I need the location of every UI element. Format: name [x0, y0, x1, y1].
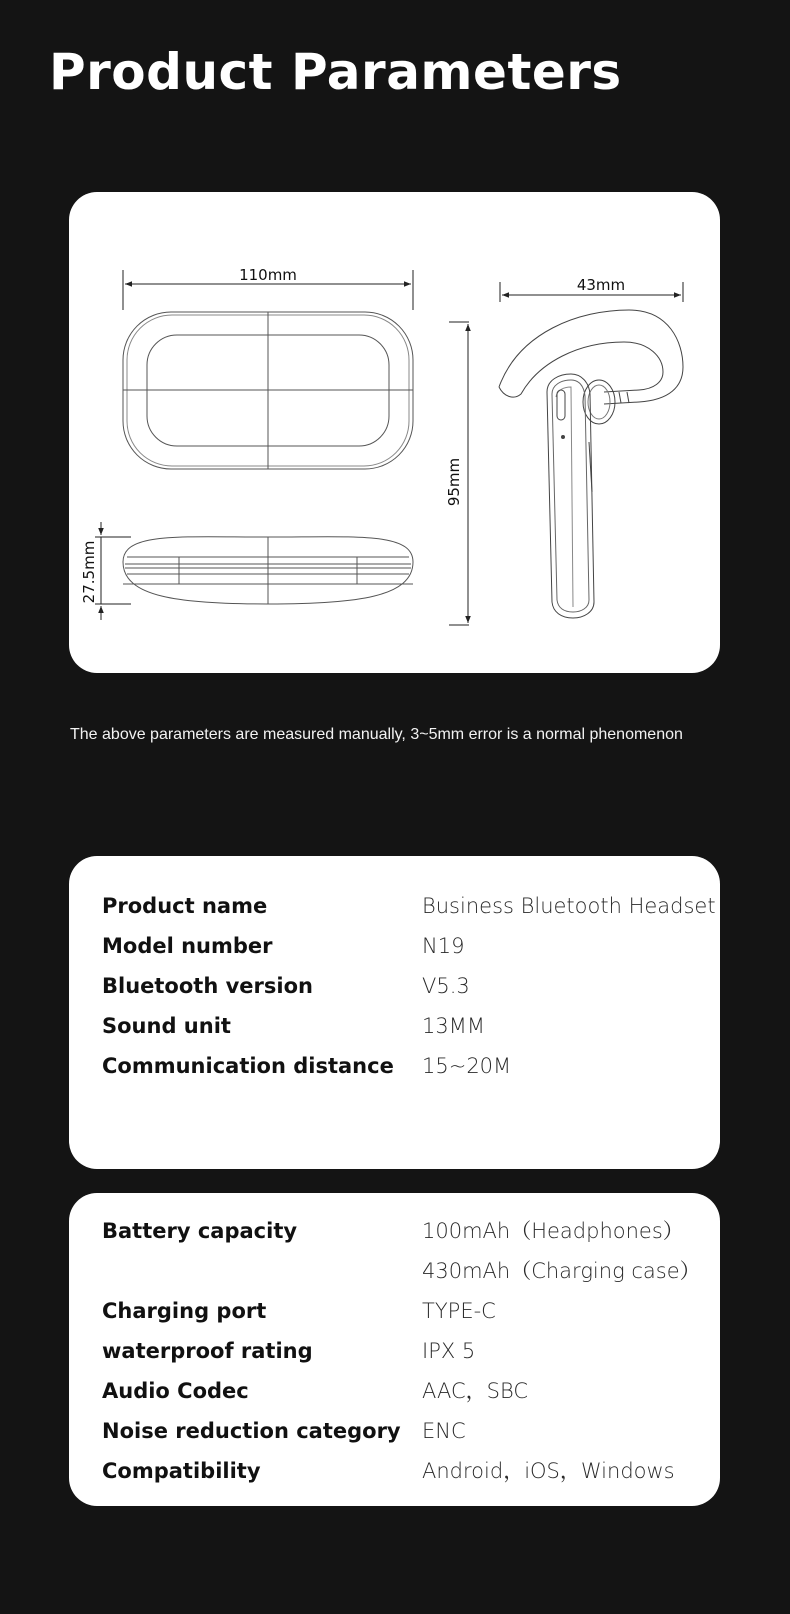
spec-row: [69, 1411, 720, 1451]
spec-label: Noise reduction category: [102, 1419, 401, 1443]
dimensions-card: [69, 192, 720, 673]
spec-value: TYPE-C: [422, 1299, 496, 1323]
spec-row: [69, 1046, 720, 1086]
spec-label: Product name: [102, 894, 268, 918]
spec-value: ENC: [422, 1419, 466, 1443]
spec-label: Audio Codec: [102, 1379, 249, 1403]
spec-value: 15~20M: [422, 1054, 512, 1078]
spec-value: IPX 5: [422, 1339, 476, 1363]
spec-row: [69, 1251, 720, 1291]
spec-label: Charging port: [102, 1299, 267, 1323]
headset-height-label: 95mm: [445, 457, 463, 507]
spec-value: 13MM: [422, 1014, 485, 1038]
spec-value: 100mAh（Headphones）: [422, 1219, 684, 1243]
case-height-label: 27.5mm: [80, 540, 98, 604]
spec-row: [69, 926, 720, 966]
spec-value: 430mAh（Charging case）: [422, 1259, 701, 1283]
spec-label: Bluetooth version: [102, 974, 313, 998]
charging-case-top-view: [123, 312, 413, 469]
spec-label: Battery capacity: [102, 1219, 298, 1243]
spec-label: Model number: [102, 934, 273, 958]
page-title: Product Parameters: [49, 43, 622, 101]
spec-row: [69, 886, 720, 926]
spec-label: Compatibility: [102, 1459, 261, 1483]
case-height-dimension: [95, 522, 131, 620]
spec-row: [69, 1006, 720, 1046]
spec-label: Communication distance: [102, 1054, 394, 1078]
measurement-note: The above parameters are measured manually, 3~5mm error is a normal phenomenon: [70, 726, 683, 743]
spec-row: [69, 1451, 720, 1491]
spec-row: [69, 1211, 720, 1251]
spec-label: waterproof rating: [102, 1339, 313, 1363]
spec-value: V5.3: [422, 974, 470, 998]
spec-value: Android，iOS，Windows: [422, 1459, 675, 1483]
spec-row: [69, 1371, 720, 1411]
spec-label: Sound unit: [102, 1014, 231, 1038]
case-width-label: 110mm: [239, 266, 297, 284]
spec-row: [69, 966, 720, 1006]
spec-value: N19: [422, 934, 465, 958]
spec-card-basic: [69, 856, 720, 1169]
spec-value: AAC，SBC: [422, 1379, 528, 1403]
spec-row: [69, 1331, 720, 1371]
charging-case-side-view: [123, 537, 413, 604]
spec-value: Business Bluetooth Headset: [422, 894, 716, 918]
spec-row: [69, 1291, 720, 1331]
spec-card-power: [69, 1193, 720, 1506]
headset-width-label: 43mm: [576, 276, 626, 294]
dimension-diagram: [69, 192, 720, 673]
headset-side-view: [499, 310, 683, 618]
